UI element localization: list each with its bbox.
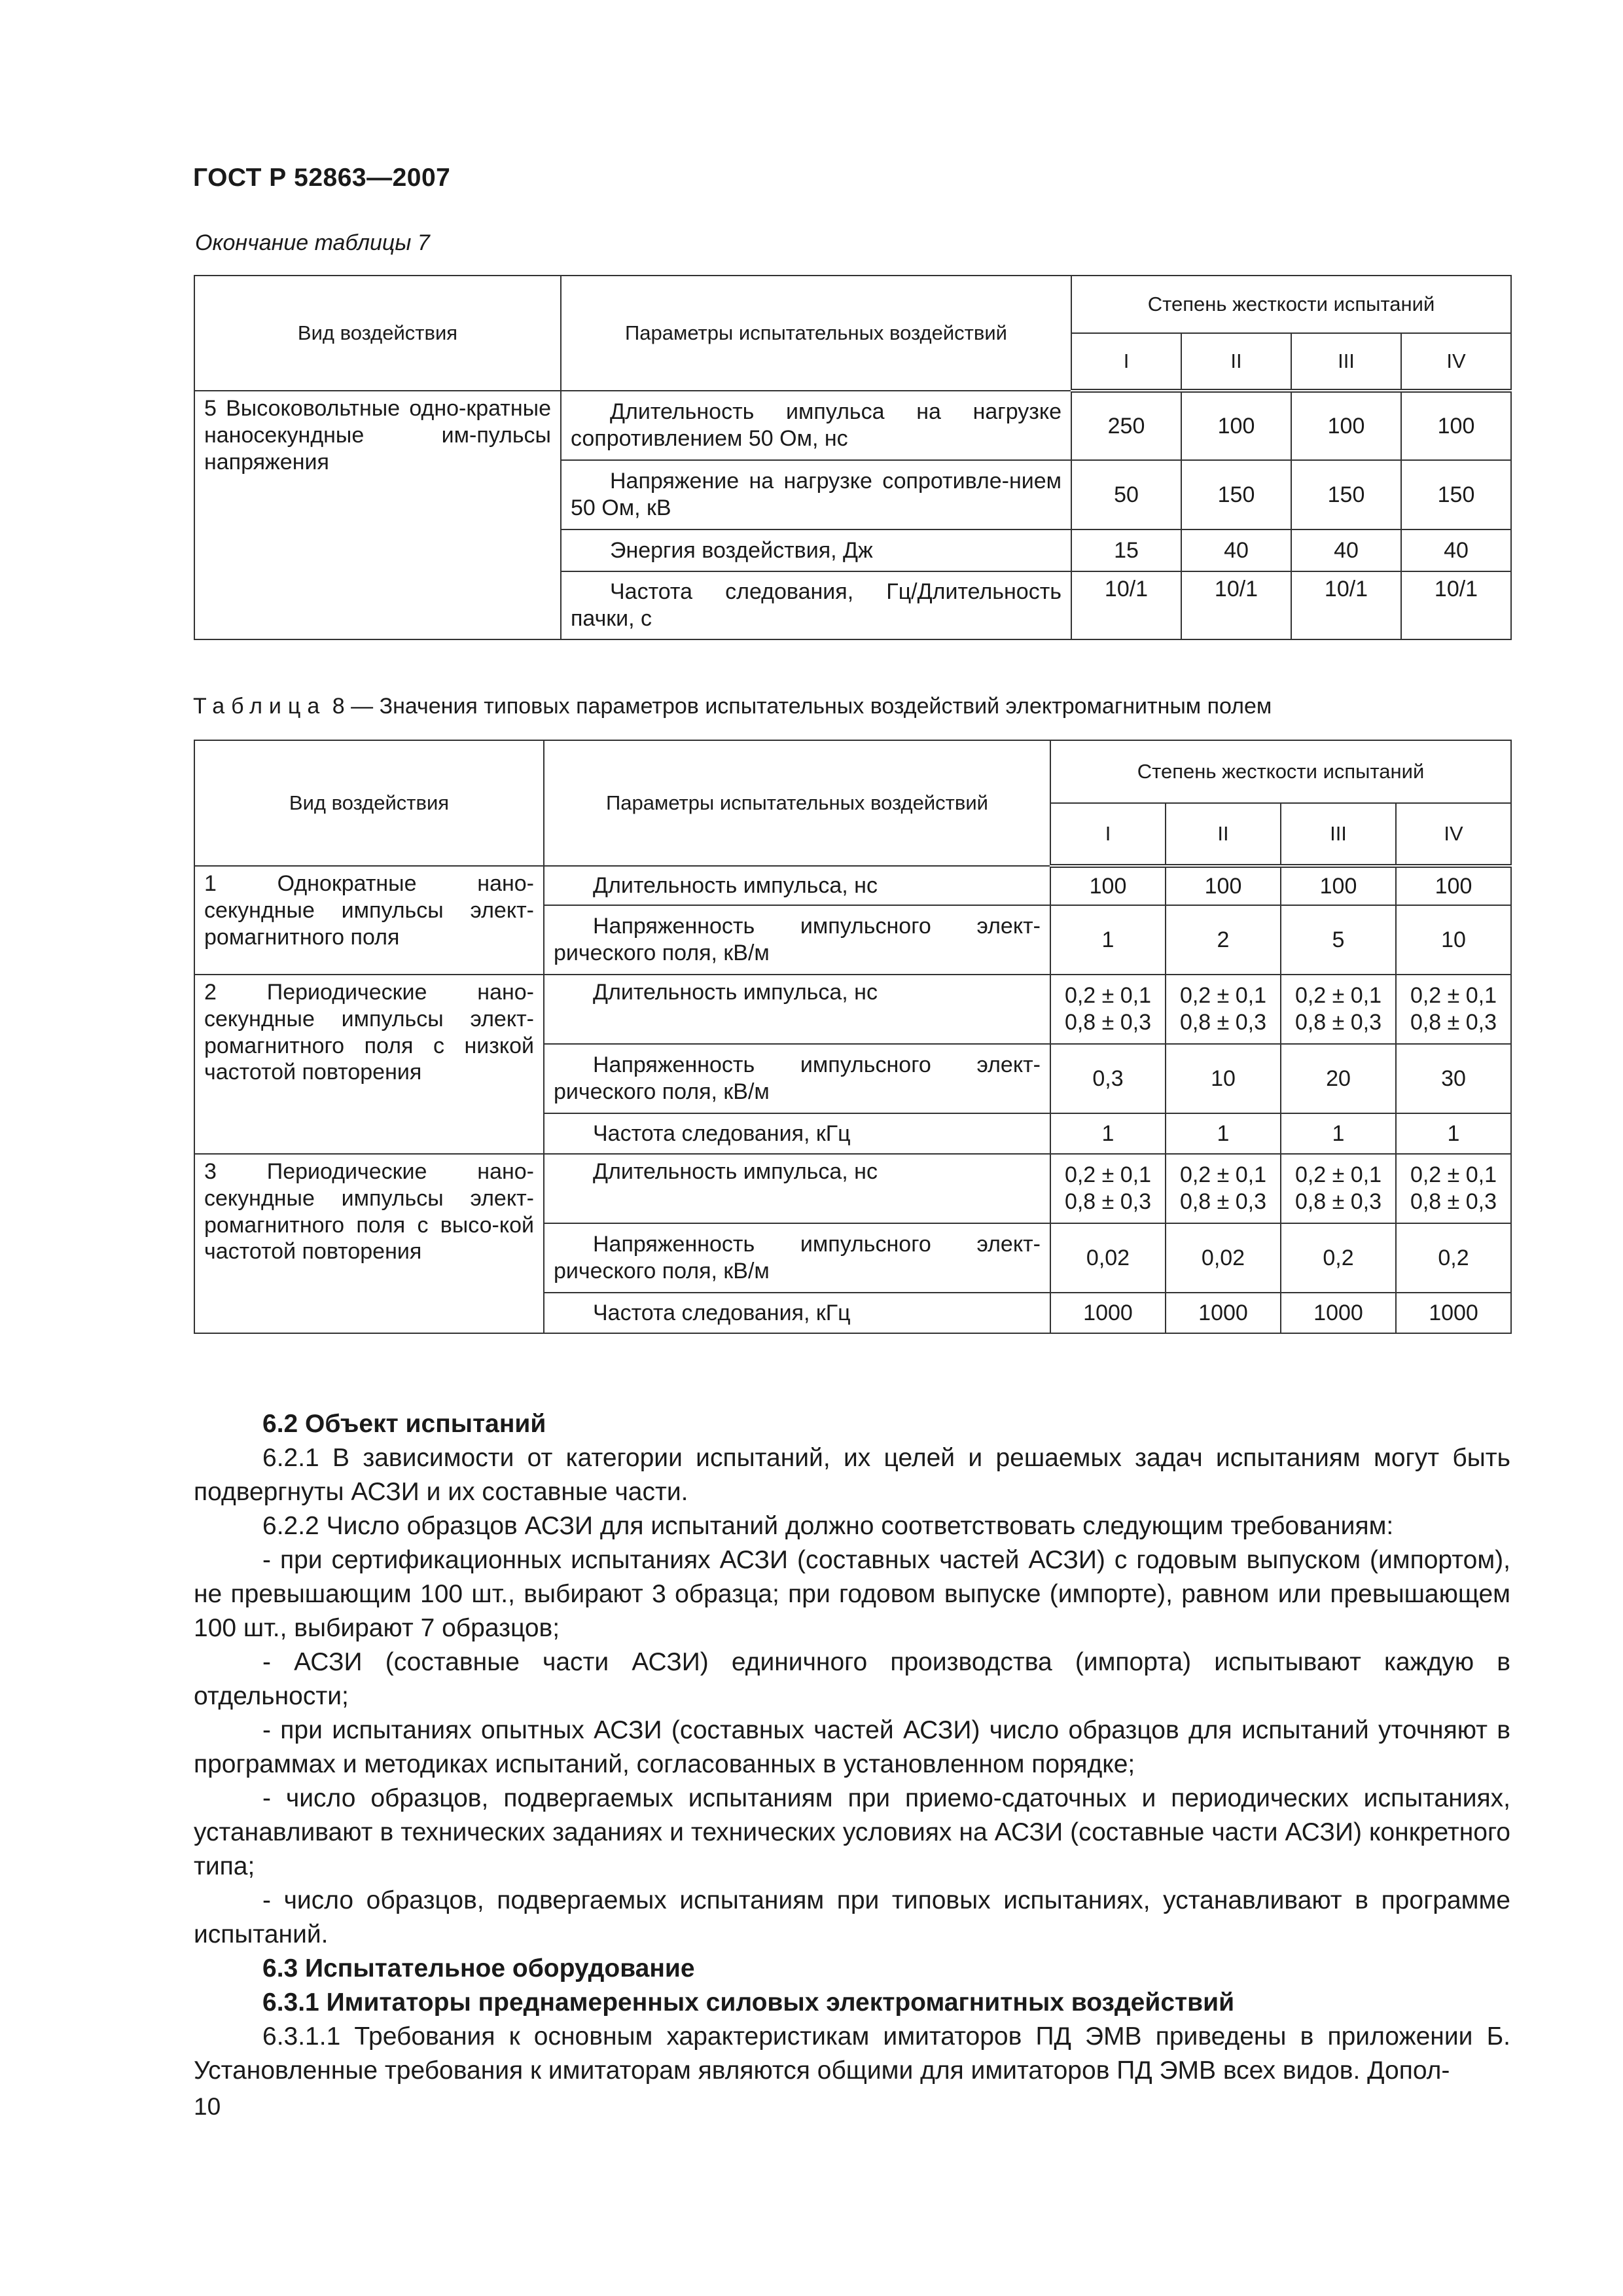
header-params: Параметры испытательных воздействий	[544, 740, 1050, 866]
value-cell: 0,02	[1166, 1223, 1281, 1293]
parameter-cell: Длительность импульса, нс	[544, 1154, 1050, 1223]
header-kind: Вид воздействия	[194, 740, 544, 866]
section-heading: 6.3 Испытательное оборудование	[262, 1954, 695, 1982]
section-heading: 6.2 Объект испытаний	[262, 1410, 546, 1438]
parameter-cell: Напряженность импульсного элект-рического поля, кВ/м	[544, 1044, 1050, 1113]
table8-caption	[193, 694, 1272, 719]
value-cell: 1000	[1050, 1293, 1166, 1333]
value-cell: 150	[1181, 460, 1291, 529]
value-cell: 1000	[1281, 1293, 1396, 1333]
value-cell: 100	[1401, 391, 1511, 460]
paragraph: 6.2.2 Число образцов АСЗИ для испытаний должно соответствовать следующим требованиям:	[262, 1512, 1394, 1540]
table7-continuation-caption: Окончание таблицы 7	[195, 230, 430, 255]
value-cell: 0,2	[1396, 1223, 1511, 1293]
parameter-cell: Длительность импульса, нс	[544, 866, 1050, 905]
parameter-cell: Длительность импульса, нс	[544, 975, 1050, 1044]
header-level: II	[1166, 803, 1281, 866]
value-cell: 100	[1281, 866, 1396, 905]
exposure-kind-cell: 3 Периодические нано-секундные импульсы элект-ромагнитного поля с высо-кой частотой повторения	[194, 1154, 544, 1333]
value-cell: 30	[1396, 1044, 1511, 1113]
value-cell: 1000	[1166, 1293, 1281, 1333]
value-cell: 0,2 ± 0,1 0,8 ± 0,3	[1050, 1154, 1166, 1223]
value-cell: 0,2 ± 0,1 0,8 ± 0,3	[1050, 975, 1166, 1044]
header-level: I	[1050, 803, 1166, 866]
value-cell: 1000	[1396, 1293, 1511, 1333]
value-cell: 150	[1291, 460, 1401, 529]
header-kind: Вид воздействия	[194, 276, 561, 391]
value-cell: 0,02	[1050, 1223, 1166, 1293]
value-cell: 40	[1401, 529, 1511, 571]
parameter-cell: Частота следования, Гц/Длительность пачки, с	[561, 571, 1071, 639]
list-item: - АСЗИ (составные части АСЗИ) единичного производства (импорта) испытывают каждую в отдельности;	[194, 1648, 1510, 1710]
value-cell: 10	[1166, 1044, 1281, 1113]
parameter-cell: Напряженность импульсного элект-рического поля, кВ/м	[544, 1223, 1050, 1293]
value-cell: 0,2	[1281, 1223, 1396, 1293]
list-item: - число образцов, подвергаемых испытаниям при приемо-сдаточных и периодических испытаниях, устанавливают в технических заданиях и технических условиях на АСЗИ (составные части АСЗИ) конкретного типа;	[194, 1784, 1510, 1880]
value-cell: 0,2 ± 0,1 0,8 ± 0,3	[1166, 1154, 1281, 1223]
value-cell: 100	[1166, 866, 1281, 905]
exposure-kind-cell: 2 Периодические нано-секундные импульсы элект-ромагнитного поля с низкой частотой повторения	[194, 975, 544, 1154]
header-severity: Степень жесткости испытаний	[1050, 740, 1511, 803]
value-cell: 50	[1071, 460, 1181, 529]
value-cell: 40	[1181, 529, 1291, 571]
value-cell: 0,2 ± 0,1 0,8 ± 0,3	[1166, 975, 1281, 1044]
table-row	[194, 1154, 1511, 1223]
list-item: - число образцов, подвергаемых испытаниям при типовых испытаниях, устанавливают в программе испытаний.	[194, 1886, 1510, 1948]
value-cell: 250	[1071, 391, 1181, 460]
list-item: - при сертификационных испытаниях АСЗИ (составных частей АСЗИ) с годовым выпуском (импортом), не превышающим 100 шт., выбирают 3 образца; при годовом выпуске (импорте), равном или превышающем 100 шт., выбирают 7 образцов;	[194, 1546, 1510, 1642]
paragraph: 6.2.1 В зависимости от категории испытаний, их целей и решаемых задач испытаниям могут быть подвергнуты АСЗИ и их составные части.	[194, 1444, 1510, 1506]
value-cell: 100	[1181, 391, 1291, 460]
value-cell: 100	[1050, 866, 1166, 905]
exposure-kind-cell: 5 Высоковольтные одно-кратные наносекундные им-пульсы напряжения	[194, 391, 561, 639]
value-cell: 5	[1281, 905, 1396, 975]
value-cell: 100	[1396, 866, 1511, 905]
table7	[194, 275, 1512, 640]
header-params: Параметры испытательных воздействий	[561, 276, 1071, 391]
value-cell: 100	[1291, 391, 1401, 460]
body-text	[194, 1407, 1510, 2088]
table8-caption-label: Таблица	[193, 694, 327, 719]
table-row	[194, 391, 1511, 460]
value-cell: 1	[1050, 905, 1166, 975]
list-item: - при испытаниях опытных АСЗИ (составных частей АСЗИ) число образцов для испытаний уточняют в программах и методиках испытаний, согласованных в установленном порядке;	[194, 1716, 1510, 1778]
paragraph: 6.3.1.1 Требования к основным характеристикам имитаторов ПД ЭМВ приведены в приложении Б. Установленные требования к имитаторам являются общими для имитаторов ПД ЭМВ всех видов. Допол-	[194, 2022, 1510, 2085]
header-level: II	[1181, 333, 1291, 391]
parameter-cell: Частота следования, кГц	[544, 1113, 1050, 1154]
value-cell: 10/1	[1181, 571, 1291, 639]
value-cell: 10/1	[1401, 571, 1511, 639]
value-cell: 0,2 ± 0,1 0,8 ± 0,3	[1281, 975, 1396, 1044]
header-level: I	[1071, 333, 1181, 391]
table8	[194, 740, 1512, 1334]
table8-caption-text: 8 — Значения типовых параметров испытательных воздействий электромагнитным полем	[332, 694, 1272, 719]
table-row	[194, 866, 1511, 905]
value-cell: 0,2 ± 0,1 0,8 ± 0,3	[1281, 1154, 1396, 1223]
subsection-heading: 6.3.1 Имитаторы преднамеренных силовых электромагнитных воздействий	[262, 1988, 1235, 2017]
parameter-cell: Частота следования, кГц	[544, 1293, 1050, 1333]
value-cell: 10/1	[1071, 571, 1181, 639]
value-cell: 15	[1071, 529, 1181, 571]
table-row	[194, 975, 1511, 1044]
value-cell: 150	[1401, 460, 1511, 529]
value-cell: 0,2 ± 0,1 0,8 ± 0,3	[1396, 975, 1511, 1044]
value-cell: 40	[1291, 529, 1401, 571]
parameter-cell: Напряжение на нагрузке сопротивле-нием 50 Ом, кВ	[561, 460, 1071, 529]
header-level: IV	[1396, 803, 1511, 866]
value-cell: 10/1	[1291, 571, 1401, 639]
value-cell: 1	[1396, 1113, 1511, 1154]
value-cell: 1	[1281, 1113, 1396, 1154]
value-cell: 0,2 ± 0,1 0,8 ± 0,3	[1396, 1154, 1511, 1223]
value-cell: 1	[1166, 1113, 1281, 1154]
parameter-cell: Энергия воздействия, Дж	[561, 529, 1071, 571]
value-cell: 0,3	[1050, 1044, 1166, 1113]
parameter-cell: Длительность импульса на нагрузке сопротивлением 50 Ом, нс	[561, 391, 1071, 460]
value-cell: 10	[1396, 905, 1511, 975]
value-cell: 2	[1166, 905, 1281, 975]
header-level: III	[1291, 333, 1401, 391]
header-level: III	[1281, 803, 1396, 866]
value-cell: 20	[1281, 1044, 1396, 1113]
parameter-cell: Напряженность импульсного элект-рического поля, кВ/м	[544, 905, 1050, 975]
document-header: ГОСТ Р 52863—2007	[193, 164, 451, 192]
page-number: 10	[194, 2093, 221, 2120]
header-level: IV	[1401, 333, 1511, 391]
value-cell: 1	[1050, 1113, 1166, 1154]
exposure-kind-cell: 1 Однократные нано-секундные импульсы элект-ромагнитного поля	[194, 866, 544, 975]
header-severity: Степень жесткости испытаний	[1071, 276, 1511, 333]
